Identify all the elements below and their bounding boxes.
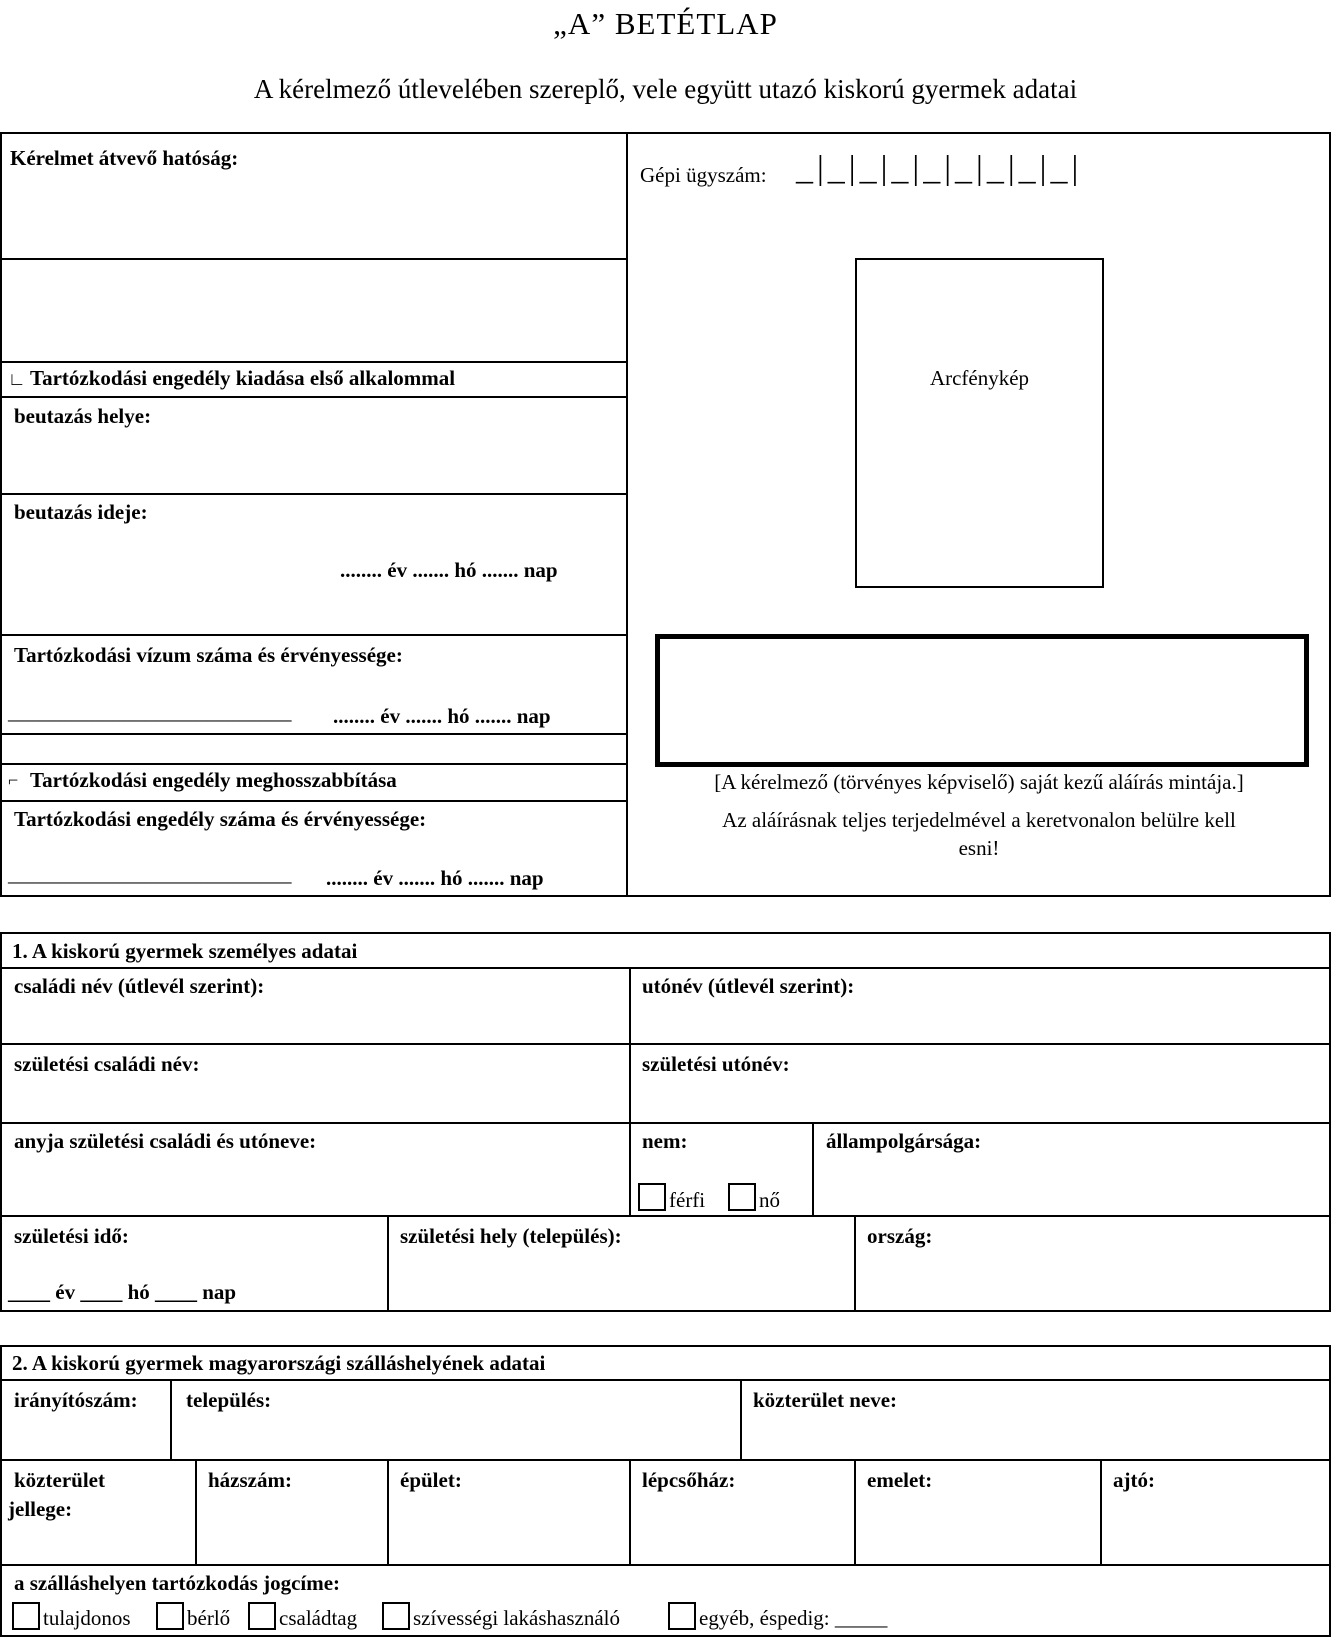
authority-label: Kérelmet átvevő hatóság: (10, 146, 239, 170)
signature-note: esni! (958, 836, 1000, 860)
permit-label: Tartózkodási engedély száma és érvényessége: (14, 807, 427, 831)
building-label: épület: (400, 1468, 462, 1492)
birth-date-field[interactable]: ____ év ____ hó ____ nap (8, 1280, 237, 1304)
divider (629, 967, 631, 1216)
divider (854, 1215, 856, 1312)
courtesy-use-label: szívességi lakáshasználó (413, 1606, 621, 1630)
door-label: ajtó: (1113, 1468, 1155, 1492)
extension-label: Tartózkodási engedély meghosszabbítása (30, 768, 397, 792)
divider (0, 361, 627, 363)
house-number-label: házszám: (208, 1468, 292, 1492)
page-subtitle: A kérelmező útlevelében szereplő, vele együtt utazó kiskorú gyermek adatai (253, 74, 1078, 104)
zip-label: irányítószám: (14, 1388, 138, 1412)
tenant-checkbox[interactable] (156, 1602, 184, 1630)
photo-label: Arcfénykép (929, 366, 1030, 390)
male-label: férfi (669, 1188, 706, 1212)
divider (854, 1459, 856, 1565)
divider (0, 1043, 1331, 1045)
authority-field[interactable] (4, 176, 622, 254)
divider (0, 634, 627, 636)
photo-box[interactable] (855, 258, 1104, 588)
divider (0, 763, 627, 765)
divider (0, 1564, 1331, 1566)
family-name-label: családi név (útlevél szerint): (14, 974, 265, 998)
divider (0, 1459, 1331, 1461)
citizenship-label: állampolgársága: (826, 1129, 982, 1153)
divider (387, 1459, 389, 1565)
permit-date-field[interactable]: ........ év ....... hó ....... nap (326, 866, 544, 890)
divider (170, 1379, 172, 1460)
section2-heading: 2. A kiskorú gyermek magyarországi szálláshelyének adatai (12, 1351, 546, 1375)
street-name-label: közterület neve: (753, 1388, 898, 1412)
other-label[interactable]: egyéb, éspedig: _____ (699, 1606, 888, 1630)
entry-place-label: beutazás helye: (14, 404, 152, 428)
section1-heading: 1. A kiskorú gyermek személyes adatai (12, 939, 358, 963)
divider (629, 1459, 631, 1565)
family-member-label: családtag (279, 1606, 358, 1630)
first-issue-label: Tartózkodási engedély kiadása első alkalommal (30, 366, 456, 390)
staircase-label: lépcsőház: (642, 1468, 736, 1492)
street-type-label: közterület (14, 1468, 105, 1492)
entry-place-field[interactable] (4, 432, 622, 490)
divider (0, 1122, 1331, 1124)
divider (0, 1215, 1331, 1217)
divider (195, 1459, 197, 1565)
divider (0, 733, 627, 735)
floor-label: emelet: (867, 1468, 933, 1492)
divider (0, 396, 627, 398)
divider (0, 800, 627, 802)
given-name-label: utónév (útlevél szerint): (642, 974, 855, 998)
visa-label: Tartózkodási vízum száma és érvényessége: (14, 643, 403, 667)
female-label: nő (759, 1188, 780, 1212)
owner-checkbox[interactable] (12, 1602, 40, 1630)
female-checkbox[interactable] (728, 1183, 756, 1211)
signature-box[interactable] (655, 634, 1309, 767)
family-member-checkbox[interactable] (248, 1602, 276, 1630)
sex-label: nem: (642, 1129, 688, 1153)
male-checkbox[interactable] (638, 1183, 666, 1211)
first-issue-checkbox[interactable]: ∟ (8, 369, 26, 389)
residence-title-label: a szálláshelyen tartózkodás jogcíme: (14, 1571, 341, 1595)
country-label: ország: (867, 1224, 933, 1248)
birth-date-label: születési idő: (14, 1224, 129, 1248)
owner-label: tulajdonos (43, 1606, 131, 1630)
entry-date-label: beutazás ideje: (14, 500, 148, 524)
signature-note: Az aláírásnak teljes terjedelmével a keretvonalon belülre kell (722, 808, 1236, 832)
entry-date-field[interactable]: ........ év ....... hó ....... nap (340, 558, 558, 582)
birth-given-name-label: születési utónév: (642, 1052, 790, 1076)
divider (1100, 1459, 1102, 1565)
signature-caption: [A kérelmező (törvényes képviselő) saját kezű aláírás mintája.] (714, 770, 1244, 794)
visa-date-field[interactable]: ........ év ....... hó ....... nap (333, 704, 551, 728)
street-type-label-2: jellege: (8, 1497, 73, 1521)
divider (812, 1122, 814, 1216)
birth-place-label: születési hely (település): (400, 1224, 622, 1248)
permit-number-field[interactable]: ___________________________ (8, 862, 292, 886)
tenant-label: bérlő (187, 1606, 231, 1630)
case-number-field[interactable]: _|_|_|_|_|_|_|_|_| (796, 150, 1083, 187)
extension-checkbox[interactable]: ⌐ (8, 770, 19, 790)
mother-name-label: anyja születési családi és utóneve: (14, 1129, 317, 1153)
case-number-label: Gépi ügyszám: (640, 163, 767, 187)
page-title: „A” BETÉTLAP (553, 6, 778, 41)
town-label: település: (186, 1388, 272, 1412)
divider (0, 493, 627, 495)
authority-field-2[interactable] (4, 262, 622, 358)
birth-family-name-label: születési családi név: (14, 1052, 200, 1076)
divider (387, 1215, 389, 1312)
courtesy-use-checkbox[interactable] (382, 1602, 410, 1630)
divider (740, 1379, 742, 1460)
visa-number-field[interactable]: ___________________________ (8, 700, 292, 724)
divider (0, 258, 627, 260)
other-checkbox[interactable] (668, 1602, 696, 1630)
divider (0, 1379, 1331, 1381)
divider (0, 967, 1331, 969)
